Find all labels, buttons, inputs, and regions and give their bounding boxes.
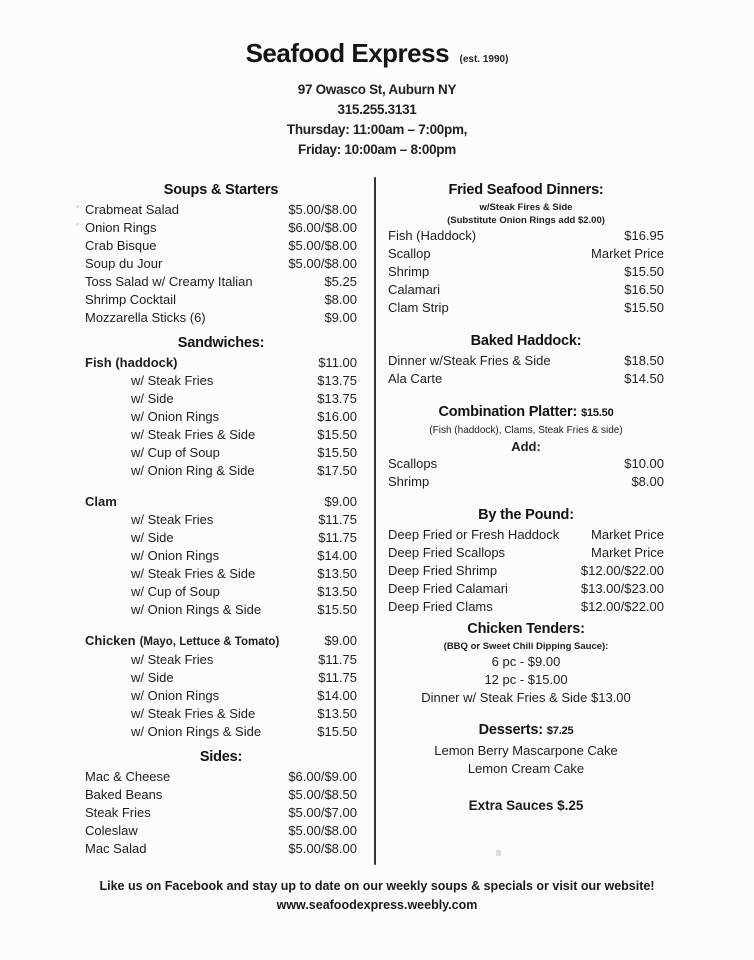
item-price: Market Price [591, 545, 664, 560]
item-price: $11.00 [318, 355, 357, 370]
center-line: 12 pc - $15.00 [484, 672, 568, 687]
menu-section-desserts [388, 720, 664, 778]
item-label [131, 390, 174, 408]
item-label-text: w/ Steak Fries [131, 373, 214, 388]
item-label-text: w/ Cup of Soup [131, 584, 220, 599]
section-heading-text: Combination Platter: [438, 404, 578, 420]
menu-section-by-the-pound [388, 505, 664, 616]
item-label [131, 547, 219, 565]
item-label [388, 299, 449, 317]
item-label-text: Scallops [388, 456, 438, 471]
menu-row [85, 273, 357, 291]
item-label-text: Chicken [85, 633, 136, 648]
item-label [131, 511, 213, 529]
menu-row [85, 291, 357, 309]
section-heading-text: Sides: [199, 749, 243, 765]
item-label [85, 804, 151, 822]
item-label-text: Deep Fried Calamari [388, 581, 508, 596]
item-label-text: w/ Steak Fries & Side [131, 566, 256, 581]
section-heading-text: By the Pound: [478, 507, 574, 523]
item-label-text: w/ Side [131, 530, 174, 545]
section-heading [388, 331, 664, 351]
menu-row [85, 705, 357, 723]
item-price: $5.00/$8.00 [288, 238, 357, 253]
item-label [85, 219, 157, 237]
item-label-text: Steak Fries [85, 805, 151, 820]
item-price: $9.00 [324, 494, 357, 509]
item-label-text: Crab Bisque [85, 238, 157, 253]
item-label [131, 687, 219, 705]
menu-header [0, 36, 754, 160]
item-price: $5.00/$8.00 [288, 202, 357, 217]
menu-row [85, 201, 357, 219]
section-heading [85, 333, 357, 353]
menu-row [85, 723, 357, 741]
center-line: 6 pc - $9.00 [491, 654, 561, 669]
item-label [85, 237, 157, 255]
item-label-text: w/ Onion Rings [131, 548, 220, 563]
item-price: $15.50 [317, 445, 357, 460]
item-label [85, 291, 176, 309]
item-label [131, 565, 255, 583]
item-price: $6.00/$9.00 [288, 769, 357, 784]
menu-row [85, 687, 357, 705]
item-price: $14.00 [317, 688, 357, 703]
item-label-text: Mac & Cheese [85, 769, 171, 784]
item-label-text: Fish (haddock) [85, 355, 178, 370]
menu-section-soups-starters [85, 180, 357, 327]
hours-line-2: Friday: 10:00am – 8:00pm [298, 142, 456, 157]
item-price: $16.00 [317, 409, 357, 424]
item-label-text: Crabmeat Salad [85, 202, 179, 217]
section-heading-text: Fried Seafood Dinners: [448, 182, 604, 198]
item-price: $9.00 [324, 310, 357, 325]
item-label-text: w/ Onion Rings & Side [131, 602, 262, 617]
item-label [85, 273, 253, 291]
item-price: $17.50 [317, 463, 357, 478]
item-price: $5.25 [324, 274, 357, 289]
section-heading [388, 180, 664, 200]
item-label-text: w/ Onion Rings [131, 688, 220, 703]
center-line: Extra Sauces $.25 [468, 798, 584, 813]
item-label [131, 444, 220, 462]
item-label [388, 526, 559, 544]
item-label-text: w/ Onion Ring & Side [131, 463, 255, 478]
item-price: $14.00 [317, 548, 357, 563]
item-label-text: Mac Salad [85, 841, 147, 856]
menu-row [85, 632, 357, 651]
item-price: $11.75 [318, 530, 357, 545]
item-price: $12.00/$22.00 [580, 563, 664, 578]
phone-line: 315.255.3131 [337, 102, 417, 117]
item-price: $5.00/$7.00 [288, 805, 357, 820]
menu-row [85, 804, 357, 822]
menu-row [85, 255, 357, 273]
item-label-text: w/ Steak Fries [131, 652, 214, 667]
item-label [131, 723, 261, 741]
menu-row [85, 354, 357, 372]
center-line: Dinner w/ Steak Fries & Side $13.00 [421, 690, 631, 705]
section-heading-price: $7.25 [546, 725, 574, 737]
menu-row [388, 263, 664, 281]
center-line: Lemon Berry Mascarpone Cake [434, 743, 618, 758]
item-price: $8.00 [631, 474, 664, 489]
item-price: Market Price [591, 246, 664, 261]
section-heading [388, 402, 664, 423]
section-heading-price: $15.50 [581, 407, 614, 419]
menu-row [85, 511, 357, 529]
menu-row [85, 408, 357, 426]
menu-row [85, 583, 357, 601]
item-price: $5.00/$8.00 [288, 823, 357, 838]
item-price: $8.00 [324, 292, 357, 307]
item-label-text: Mozzarella Sticks (6) [85, 310, 206, 325]
item-price: $15.50 [317, 724, 357, 739]
menu-row [85, 237, 357, 255]
item-price: $15.50 [317, 602, 357, 617]
scan-speck [76, 205, 79, 208]
item-label-text: w/ Onion Rings [131, 409, 220, 424]
item-price: $13.75 [317, 373, 357, 388]
item-price: $5.00/$8.00 [288, 841, 357, 856]
item-label [388, 473, 429, 491]
item-label [85, 632, 279, 651]
item-price: $13.50 [317, 706, 357, 721]
section-heading-text: Soups & Starters [163, 182, 279, 198]
section-subline: (Substitute Onion Rings add $2.00) [447, 215, 605, 226]
item-label [85, 822, 138, 840]
item-label-text: Onion Rings [85, 220, 157, 235]
item-label-text: Deep Fried or Fresh Haddock [388, 527, 560, 542]
footer-line-2: www.seafoodexpress.weebly.com [276, 898, 478, 912]
menu-row [85, 822, 357, 840]
item-label [85, 786, 162, 804]
item-price: $12.00/$22.00 [580, 599, 664, 614]
item-label [131, 529, 174, 547]
menu-row [388, 299, 664, 317]
menu-row [85, 840, 357, 858]
item-label-text: Calamari [388, 282, 441, 297]
menu-row [85, 768, 357, 786]
item-label [131, 651, 213, 669]
menu-row [388, 352, 664, 370]
item-label [388, 544, 505, 562]
item-price: $5.00/$8.50 [288, 787, 357, 802]
section-heading [388, 619, 664, 639]
menu-row [85, 309, 357, 327]
item-price: $15.50 [317, 427, 357, 442]
menu-section-fried-seafood-dinners [388, 180, 664, 317]
item-price: $15.50 [624, 300, 664, 315]
item-label-text: Shrimp [388, 264, 430, 279]
menu-row [388, 526, 664, 544]
footer-line-1: Like us on Facebook and stay up to date on our weekly soups & specials or visit our website! [99, 879, 655, 893]
item-price: $10.00 [624, 456, 664, 471]
item-label-text: Toss Salad w/ Creamy Italian [85, 274, 253, 289]
section-heading [85, 180, 357, 200]
title-line [0, 36, 754, 77]
menu-row [85, 529, 357, 547]
item-label [131, 583, 220, 601]
section-heading-text: Chicken Tenders: [467, 621, 585, 637]
menu-section-combination-platter [388, 402, 664, 491]
item-label-text: Baked Beans [85, 787, 163, 802]
item-label [131, 372, 213, 390]
menu-row [85, 565, 357, 583]
item-label-text: Scallop [388, 246, 431, 261]
item-label [388, 455, 437, 473]
item-label [388, 370, 442, 388]
menu-row [85, 426, 357, 444]
item-label-text: Fish (Haddock) [388, 228, 477, 243]
item-label [85, 493, 117, 511]
item-label-text: w/ Cup of Soup [131, 445, 220, 460]
item-price: $11.75 [318, 512, 357, 527]
item-label [388, 598, 493, 616]
item-label-text: w/ Onion Rings & Side [131, 724, 262, 739]
menu-section-baked-haddock [388, 331, 664, 388]
item-label [131, 705, 255, 723]
item-price: $13.00/$23.00 [580, 581, 664, 596]
menu-row [85, 219, 357, 237]
item-price: $18.50 [624, 353, 664, 368]
menu-row [85, 493, 357, 511]
item-label-text: Soup du Jour [85, 256, 163, 271]
scan-speck [496, 850, 501, 856]
menu-section-sandwiches [85, 333, 357, 741]
column-right [388, 180, 664, 815]
item-label [388, 281, 440, 299]
item-price: Market Price [591, 527, 664, 542]
menu-section-sides [85, 747, 357, 858]
menu-row [388, 227, 664, 245]
menu-row [85, 786, 357, 804]
section-subline: (BBQ or Sweet Chili Dipping Sauce): [443, 641, 609, 652]
menu-row [388, 562, 664, 580]
item-label-text: w/ Side [131, 391, 174, 406]
item-label [85, 309, 206, 327]
section-heading-text: Baked Haddock: [470, 333, 582, 349]
section-heading-text: Sandwiches: [177, 335, 265, 351]
item-price: $16.95 [624, 228, 664, 243]
item-price: $11.75 [318, 652, 357, 667]
item-label [85, 201, 179, 219]
menu-row [388, 598, 664, 616]
item-price: $14.50 [624, 371, 664, 386]
item-label-text: Deep Fried Clams [388, 599, 493, 614]
item-label [85, 354, 177, 372]
column-divider [374, 177, 376, 865]
item-label-text: w/ Steak Fries & Side [131, 706, 256, 721]
item-label [131, 462, 255, 480]
restaurant-title: Seafood Express [245, 38, 450, 68]
item-label [388, 580, 508, 598]
scan-speck [76, 223, 79, 226]
menu-row [388, 245, 664, 263]
item-label [388, 245, 431, 263]
item-price: $13.75 [317, 391, 357, 406]
item-note: (Mayo, Lettuce & Tomato) [139, 636, 280, 648]
menu-row [85, 444, 357, 462]
item-label [131, 408, 219, 426]
section-subline: w/Steak Fires & Side [479, 202, 573, 213]
menu-row [85, 462, 357, 480]
item-label [85, 768, 170, 786]
item-label [131, 669, 174, 687]
menu-row [388, 580, 664, 598]
item-label [85, 255, 162, 273]
section-subline: Add: [511, 439, 541, 454]
item-label-text: w/ Side [131, 670, 174, 685]
section-heading [388, 505, 664, 525]
item-price: $15.50 [624, 264, 664, 279]
item-label [85, 840, 146, 858]
item-label-text: Shrimp [388, 474, 430, 489]
item-label [388, 227, 476, 245]
column-left [85, 180, 357, 858]
menu-row [85, 547, 357, 565]
item-label-text: Coleslaw [85, 823, 138, 838]
center-line: Lemon Cream Cake [467, 761, 585, 776]
section-heading-text: Desserts: [478, 722, 543, 738]
established-label: (est. 1990) [459, 54, 509, 65]
item-label-text: Ala Carte [388, 371, 443, 386]
menu-section-chicken-tenders [388, 619, 664, 707]
item-label [388, 352, 551, 370]
section-heading [388, 720, 664, 741]
menu-row [388, 281, 664, 299]
item-label-text: Deep Fried Scallops [388, 545, 506, 560]
menu-row [388, 455, 664, 473]
item-price: $13.50 [317, 566, 357, 581]
address-line: 97 Owasco St, Auburn NY [297, 82, 457, 97]
hours-line-1: Thursday: 11:00am – 7:00pm, [286, 122, 468, 137]
item-label-text: w/ Steak Fries [131, 512, 214, 527]
menu-footer [0, 877, 754, 915]
menu-row [388, 473, 664, 491]
item-label-text: Deep Fried Shrimp [388, 563, 498, 578]
item-price: $11.75 [318, 670, 357, 685]
item-label [131, 601, 261, 619]
item-label [131, 426, 255, 444]
item-label-text: w/ Steak Fries & Side [131, 427, 256, 442]
item-label-text: Clam Strip [388, 300, 449, 315]
section-subline: (Fish (haddock), Clams, Steak Fries & side) [429, 425, 623, 436]
item-label-text: Dinner w/Steak Fries & Side [388, 353, 551, 368]
menu-row [85, 372, 357, 390]
item-price: $13.50 [317, 584, 357, 599]
item-label [388, 263, 429, 281]
item-price: $5.00/$8.00 [288, 256, 357, 271]
menu-row [85, 601, 357, 619]
item-label-text: Clam [85, 494, 117, 509]
menu-row [85, 651, 357, 669]
menu-row [85, 669, 357, 687]
menu-row [388, 544, 664, 562]
item-price: $9.00 [324, 633, 357, 648]
section-heading [85, 747, 357, 767]
menu-row [85, 390, 357, 408]
item-price: $16.50 [624, 282, 664, 297]
item-label [388, 562, 497, 580]
menu-row [388, 370, 664, 388]
item-price: $6.00/$8.00 [288, 220, 357, 235]
item-label-text: Shrimp Cocktail [85, 292, 177, 307]
menu-section-extra-sauces-25 [388, 797, 664, 815]
